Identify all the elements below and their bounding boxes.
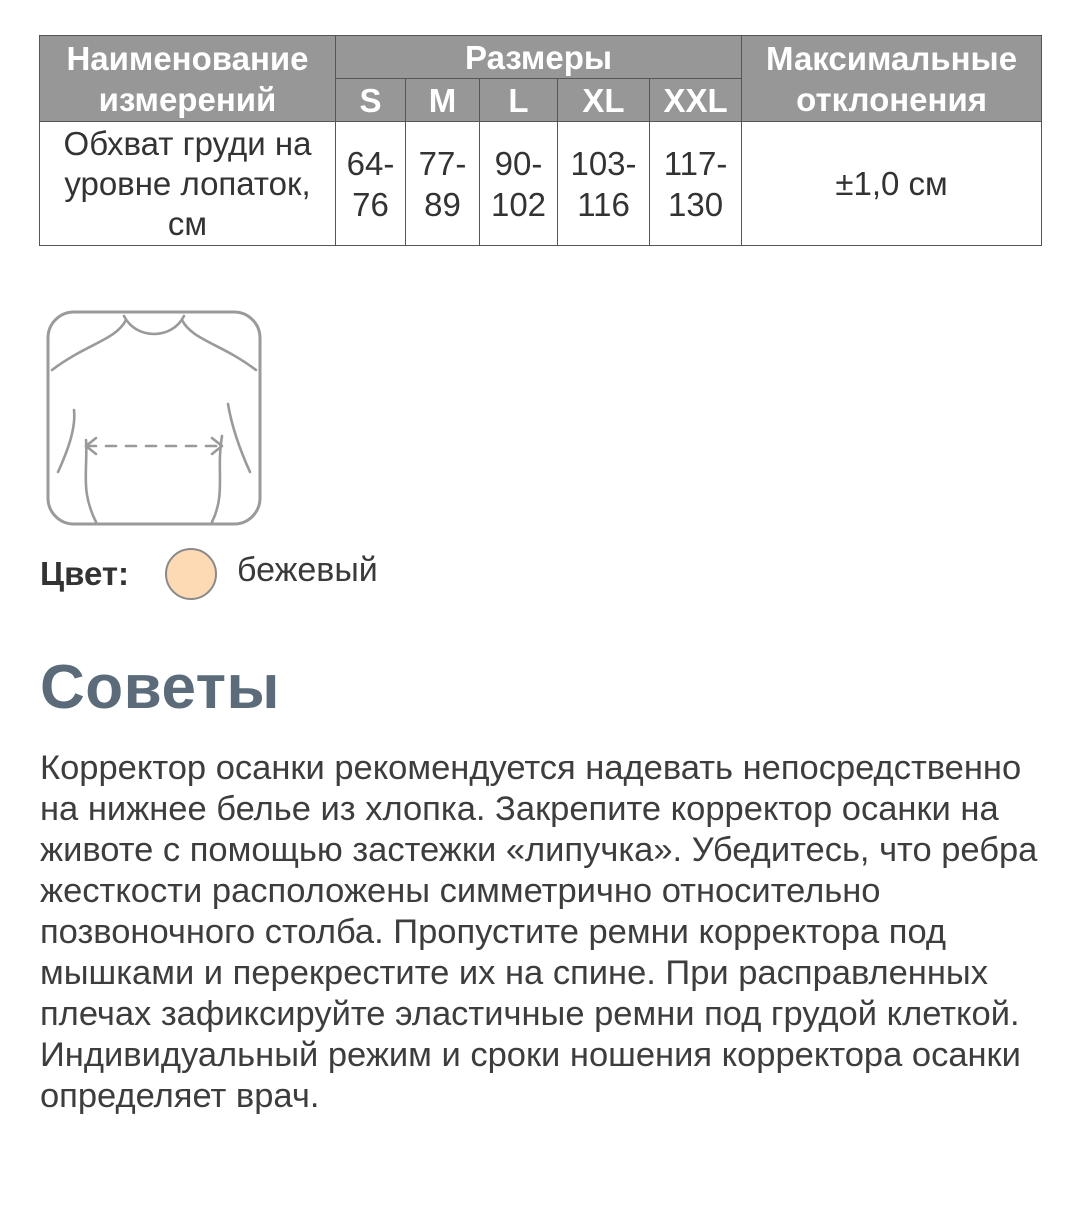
color-label: Цвет: (40, 555, 130, 592)
color-row (40, 544, 378, 604)
measurement-cell: Обхват груди на уровне лопаток, см (40, 122, 336, 246)
header-tolerance: Максимальные отклонения (742, 36, 1042, 122)
tolerance-cell: ±1,0 см (742, 122, 1042, 246)
table-header-row (40, 36, 1042, 79)
color-swatch (165, 548, 217, 600)
color-name: бежевый (237, 550, 378, 589)
size-table (39, 35, 1042, 246)
size-s: S (336, 79, 406, 122)
range-xxl: 117- 130 (650, 122, 742, 246)
size-l: L (480, 79, 558, 122)
size-xxl: XXL (650, 79, 742, 122)
header-sizes: Размеры (336, 36, 742, 79)
range-m: 77- 89 (406, 122, 480, 246)
header-measurement-name: Наименование измерений (40, 36, 336, 122)
table-row (40, 122, 1042, 246)
tips-text: Корректор осанки рекомендуется надевать непосредственно на нижнее белье из хлопка. Закрепите корректор осанки на животе с помощью застежки «липучка». Убедитесь, что ребра жесткости расположены симметрично относительно позвоночного столба. Пропустите ремни корректора под мышками и перекрестите их на спине. При расправленных плечах зафиксируйте эластичные ремни под грудой клеткой. Индивидуальный режим и сроки ношения корректора осанки определяет врач. (40, 749, 1038, 1115)
size-xl: XL (558, 79, 650, 122)
range-s: 64- 76 (336, 122, 406, 246)
size-m: M (406, 79, 480, 122)
chest-measurement-icon (46, 310, 262, 526)
range-xl: 103- 116 (558, 122, 650, 246)
range-l: 90- 102 (480, 122, 558, 246)
tips-title: Советы (40, 653, 280, 722)
